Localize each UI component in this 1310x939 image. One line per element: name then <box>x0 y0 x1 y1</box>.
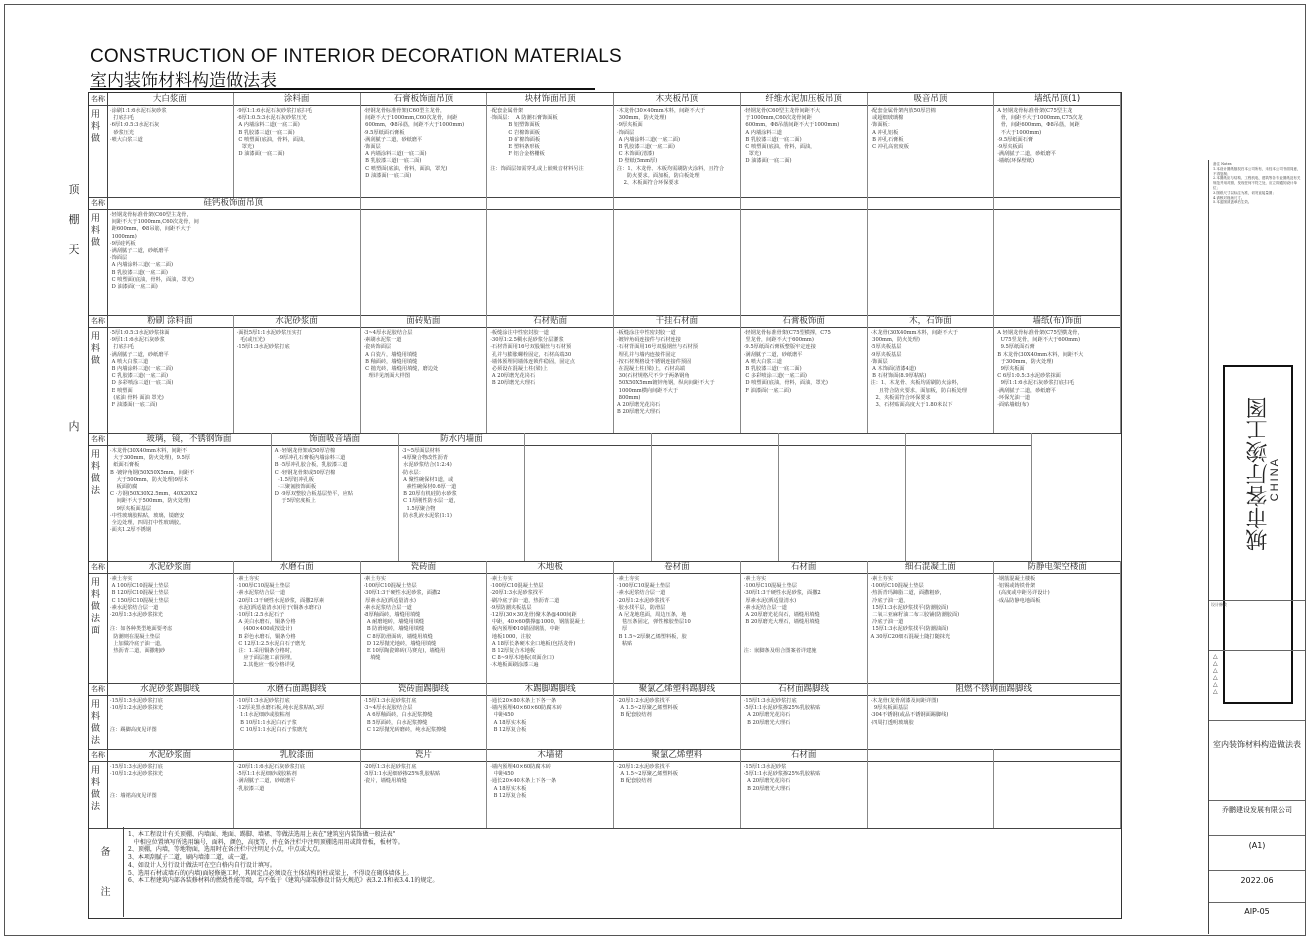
material-cell <box>868 561 995 683</box>
row-label-column <box>89 315 108 433</box>
material-spec: A 轻钢龙骨标准骨架(C75型主龙 骨，间距不大于1000mm,C75次龙 骨，间距600mm，Φ8吊筋，间距 不大于1000mm) ·9.5厚纸面石膏 ·9厚夹板面 ·满刮腻子二道，砂纸磨平 ·墙纸(环保壁纸) <box>997 108 1083 165</box>
material-name: 木地板 <box>487 561 613 574</box>
material-name: 硅钙板饰面吊顶 <box>107 197 360 210</box>
material-name: 木夹板吊顶 <box>614 93 740 106</box>
name-header: 名称 <box>89 433 107 446</box>
material-spec: ·配套金属骨架内放50厚岩棉 或超细玻璃棉 ·饰面板： A 冲孔铝板 B 冲孔石膏板 C 冲孔高密度板 <box>870 108 936 151</box>
material-cell <box>525 433 652 561</box>
row-label: 用料做法 <box>91 450 101 496</box>
material-spec: ·轻钢龙骨标准骨架(C75型横撑，C75 竖龙骨，间距不大于600mm) ·9.5厚纸面石膏板整版牢定连接 ·满刮腻子二道，砂纸磨平 A 喷大白浆三道 B 乳胶漆三道(一底二面) C 多彩喷涂三道(一底二面) D 喷塑面(底油，骨料，面油，罩光) F 油漆面(一底二面) <box>743 330 831 394</box>
material-spec: ·5厚1:0.5:3水泥砂浆抹面 ·9厚1:1:6水泥石灰砂浆 打底扫毛 ·满刮腻子二道，砂纸磨平 A 喷大白浆三道 B 内墙涂料三道(一底二面) C 乳胶漆三道(一底二面) D 多彩喷涂三道(一底二面) E 喷塑面 (底油 骨料 面油 罩光) F 油漆面(一底二面) <box>110 330 174 409</box>
drawing-date: 2022.06 <box>1240 876 1274 885</box>
side-label-wall: 内 <box>68 420 80 433</box>
row-label: 用料做法面 <box>91 578 101 636</box>
material-spec <box>868 762 994 766</box>
table-section <box>89 749 1121 829</box>
material-cell <box>614 683 741 749</box>
material-name: 石材面 <box>741 749 867 762</box>
drawing-title-row <box>1209 720 1305 761</box>
material-spec <box>525 446 651 450</box>
material-spec: ·10厚1:3水泥砂浆打底 ·12厚美黑水磨石板,纯水泥浆粘贴,3厚 1:1水泥细砂或胶粘剂 B 10厚1:1水泥白石子浆 C 10厚1:1水泥白石子浆磨光 <box>236 698 325 733</box>
material-cell <box>361 197 488 315</box>
material-name <box>994 749 1120 762</box>
material-cell <box>107 683 234 749</box>
name-header: 名称 <box>89 197 107 210</box>
material-spec <box>614 210 740 214</box>
row-label: 用料做 <box>91 214 101 248</box>
material-name <box>525 433 651 446</box>
material-name <box>868 197 994 210</box>
material-name: 阻燃不锈钢面踢脚线 <box>868 683 1121 696</box>
materials-table <box>88 92 1122 919</box>
material-name <box>487 197 613 210</box>
material-cell <box>234 749 361 828</box>
material-name: 吸音吊顶 <box>868 93 994 106</box>
material-name: 木墙裙 <box>487 749 613 762</box>
material-name: 聚氯乙烯塑料踢脚线 <box>614 683 740 696</box>
material-spec: ·木龙骨(30X40mm木料，间距不大于 300mm，防火处理) ·5厚夹板基层 ·9厚夹板基层 ·饰面层 A 木饰面(清漆4道) B 石材饰面(8.9厚粘贴) 注：1、木龙骨、夹板均需刷防火涂料， 且符合防火要求，面加板，防白板处理 2、夹板需符合环保要求 3、石材贴面高度大于1.80米以下 <box>870 330 967 409</box>
material-name: 水磨石面 <box>234 561 360 574</box>
material-cell <box>361 683 488 749</box>
material-spec: ·配套金属骨架 ·饰面层： A 防潮石膏饰面板 B 铝塑饰面板 C 岩棉饰面板 D 矿棉饰面板 E 塑料条形板 F 铝合金格栅板 注：饰面层如需穿孔或上嵌吸音材料另注 <box>490 108 584 172</box>
notes-label: 备 注 <box>88 827 124 917</box>
material-name <box>741 197 867 210</box>
material-cell <box>741 93 868 197</box>
material-spec: ·轻钢龙骨标准骨架(C60型主龙骨， 间距不大于1000mm,C60次龙骨，间距 600mm，Φ8吊筋，间距不大于1000mm) ·9.5厚纸面石膏板 ·满刮腻子二道，砂纸磨平 ·饰面层 A 内墙涂料三道(一底二面) B 乳胶漆三道(一底二面) C 喷塑面(底油，骨料，面油，罩光) D 油漆面(一底二面) <box>363 108 465 179</box>
material-name <box>994 197 1120 210</box>
row-label-column <box>89 433 108 561</box>
material-cell <box>487 749 614 828</box>
material-cell <box>994 561 1121 683</box>
material-name: 木，石饰面 <box>868 315 994 328</box>
name-header: 名称 <box>89 683 107 696</box>
material-cell <box>361 93 488 197</box>
material-spec: ·20厚1:1:6水泥石灰砂浆打底 ·5厚1:1水泥细砂或胶粘剂 ·满刮腻子二道，砂纸磨平 ·乳胶漆三道 <box>236 764 306 792</box>
material-cell <box>994 93 1121 197</box>
material-spec: ·20厚1:3水泥砂浆打底 ·5厚1:1水泥细砂掺25%乳胶粘贴 ·瓷片，墙缝用填缝 <box>363 764 441 785</box>
row-label: 用料做法 <box>91 766 101 812</box>
material-name: 卷材面 <box>614 561 740 574</box>
material-spec: ·木龙骨(30X40mm木料，间距不 大于300mm，防火处理)，9.5厚 纸面石膏板 B ·镀锌角钢(50X50X5mm，间距不 大于500mm，防火处理)9厚木 板面防腐 C ·方钢(50X30X2.5mm，40X20X2 间距不大于500mm，防火处理) 9厚夹板面基层 ·中性玻璃胶粘贴，玻璃，镜磨安 全边处理，四周打中性玻璃胶。 ·面夹1.2厚不锈钢 <box>110 448 198 534</box>
material-cell <box>487 683 614 749</box>
material-name: 聚氯乙烯塑料 <box>614 749 740 762</box>
material-name: 瓷片 <box>361 749 487 762</box>
material-spec <box>906 446 1032 450</box>
material-spec: ·钢筋混凝土楼板 ·铝锡或铸铁骨架 (高度或中距另详设计) ·成品防静电地面板 <box>997 576 1050 604</box>
material-name: 瓷砖面 <box>361 561 487 574</box>
material-name: 干挂石材面 <box>614 315 740 328</box>
material-spec: ·板缝涂注中性密封胶一道 ·30厚1:2.5稠水泥砂浆分层灌浆 ·石材背面用16号双股铜丝与石材预 孔并与膨胀螺栓固定，石材高端30 ·墙体预埋同墙体连锁件稳固，固定点 必须设在混凝土柱(梁)上 A 20厚磨光花岗石 B 20厚磨光大理石 <box>490 330 575 387</box>
row-label: 用料做法 <box>91 700 101 746</box>
material-spec: ·木龙骨(龙骨刮漆及间距详图) 9厚夹板面基层 ·304不锈钢(或品不锈钢面踢脚线) ·四周打透明玻璃胶 <box>870 698 949 726</box>
material-spec: A ·轻钢龙骨架或50厚岩棉 ·9厚冲孔石膏板内墙涂料三道 B ·5厚冲孔胶合板，乳胶漆三道 C ·轻钢龙骨架或50厚岩棉 ·1.5厚铝冲孔板 ·三聚氰胺饰面板 D ·9厚双整胶合板基层垫平，应贴 于5厚密度板上 <box>274 448 353 505</box>
name-header: 名称 <box>89 315 107 328</box>
material-cell <box>234 93 361 197</box>
title-english: CONSTRUCTION OF INTERIOR DECORATION MATERIALS <box>90 46 622 67</box>
project-country: CHINA <box>1269 457 1281 502</box>
material-name: 石膏板饰面吊顶 <box>361 93 487 106</box>
material-cell <box>906 433 1033 561</box>
material-spec: ·通长20×80木条上下各一条 ·墙内预埋40×60×60防腐木砖 中距450 A 18厚实木板 B 12厚复合板 <box>490 698 562 733</box>
material-name: 玻璃，镜，不锈钢饰面 <box>107 433 271 446</box>
material-name: 乳胶漆面 <box>234 749 360 762</box>
material-name: 水磨石面踢脚线 <box>234 683 360 696</box>
material-spec <box>361 210 487 214</box>
material-spec: ·墙内预埋40×60防腐木砖 中距450 ·通长20×40木条上下各一条 A 18厚实木板 B 12厚复合板 <box>490 764 557 799</box>
material-cell <box>994 315 1121 433</box>
material-cell <box>994 749 1121 828</box>
material-name <box>361 197 487 210</box>
title-block <box>1208 160 1305 934</box>
material-cell <box>741 561 868 683</box>
material-cell <box>487 561 614 683</box>
material-name: 石材贴面 <box>487 315 613 328</box>
material-name: 面砖贴面 <box>361 315 487 328</box>
material-cell <box>234 683 361 749</box>
material-spec: ·素土夯实 ·100厚C10混凝土垫层 ·素水泥浆结合层一道 ·20厚1:3干硬性水泥砂浆，面撒2厚素 水泥(洒适量清水)(用于(铜条水磨石) ·10厚1:2.5水泥石子 A 美白水磨石，铜条分格 (400×400或按设计) B 彩色水磨石，铜条分格 C 12厚1:2.5水泥白石子磨光 注：1.采用铜条分格时， 应于面层施工前预埋。 2.其他应一般分格详见 <box>236 576 325 669</box>
row-label-column <box>89 749 108 828</box>
title-block-notes: 备注 Notes 1.本设计图纸版权归本公司所有，未经本公司书面同意，不得复制； 2.本图纸应与结构、工程机电、建筑等各专业图纸及有关规范并用对照，发现任何不符之处，应立即通知设计单位； 3.图纸尺寸以标注为准，切勿直接量图； 4.请核对现场尺寸。 5.本蓝图须盖章后生效。 <box>1213 162 1301 205</box>
material-spec <box>994 210 1120 214</box>
row-label-column <box>89 197 108 315</box>
material-name: 木踢脚踢脚线 <box>487 683 613 696</box>
table-section <box>89 315 1121 434</box>
row-label: 用料做 <box>91 110 101 144</box>
sheet-size: (A1) <box>1248 841 1266 850</box>
material-cell <box>361 561 488 683</box>
material-spec: ·3~4厚水泥胶结合层 ·素刷水泥浆一道 ·瓷砖饰面层 A 白瓷片，墙缝用填缝 B 釉面砖，墙缝用填缝 C 抛光砖，墙缝用填缝，磨边处 理详见剖面大样图 <box>363 330 439 380</box>
table-section <box>89 93 1121 198</box>
material-name: 纤维水泥加压板吊顶 <box>741 93 867 106</box>
notes-text: 1、本工程设计有关顶棚、内墙面、地面、踢脚、墙裙、等做法选用上表在"建筑室内装饰做一般法表" 中相应位置填写所选用编号，面料，颜色，高度等，并在备注栏中注明顶棚选用用或简骨板，板材等。 2、顶棚，内墙，等地物面，选用时在备注栏中注明足小点，中点或大点。 3、本项刮腻子二道，刷内墙漆二道，或一道。 4、如设计人另行设计做法可在空白格内自行设计填写。 5、选用石材或墙石的(内墙)面轻修施工时，其固定点必须设在主体结构的柱或梁上，不得设在砌体墙体上。 6、本工程建筑内部各装修材料的燃烧性能等级，均不低于《建筑内部装修设计防火规范》表3.2.1和表3.4.1的规定。 <box>128 831 439 885</box>
material-name: 瓷砖面踢脚线 <box>361 683 487 696</box>
material-name: 石材面踢脚线 <box>741 683 867 696</box>
material-spec: A 轻钢龙骨标准骨架(C75型横龙骨， U75竖龙骨，间距不大于600mm) 9.5厚纸面石膏 B 木龙骨(30X40mm木料，间距不大 于300mm，防火处理) 9厚夹板面 C 6厚1:0.5:3水泥砂浆抹面 9厚1:1:6水泥石灰砂浆打底扫毛 ·满刮腻子二道，砂纸磨平 ·环保光油一道 ·面贴墙纸(布) <box>997 330 1084 409</box>
material-cell <box>868 683 1122 749</box>
material-cell <box>614 93 741 197</box>
material-spec <box>741 210 867 214</box>
drawing-number-row <box>1209 902 1305 923</box>
material-cell <box>234 315 361 433</box>
revision-marks: △ △ △ △ △ △ <box>1213 653 1218 695</box>
material-name <box>906 433 1032 446</box>
material-spec <box>868 210 994 214</box>
material-cell <box>107 749 234 828</box>
revision-triangles <box>1209 650 1305 701</box>
material-name: 水泥砂浆面 <box>107 749 233 762</box>
project-name: 城市客厅竣工图 <box>1246 397 1271 551</box>
name-header: 名称 <box>89 749 107 762</box>
material-spec: ·15厚1:3水泥砂浆 ·5厚1:1水泥砂浆掺25%乳胶粘贴 A 20厚磨光花岗石 B 20厚磨光大理石 <box>743 764 821 792</box>
material-cell <box>399 433 526 561</box>
material-name: 细石混凝土面 <box>868 561 994 574</box>
material-cell <box>361 749 488 828</box>
material-name: 墙纸(布)饰面 <box>994 315 1120 328</box>
material-cell <box>741 749 868 828</box>
material-cell <box>741 683 868 749</box>
material-name: 块材饰面吊顶 <box>487 93 613 106</box>
material-cell <box>868 315 995 433</box>
material-spec: ·素土夯实 ·100厚C10混凝土垫层 ·30厚1:3干硬性水泥砂浆，面撒2 厚素水泥(洒适量清水) ·素水泥结合层一道 A 20厚磨光花岗石，墙缝用填缝 B 20厚磨光大理石，墙缝用填缝 注：嵌脚条及组合图案者详建施 <box>743 576 821 655</box>
material-cell <box>107 561 234 683</box>
material-spec: ·素土夯实 ·100厚C10混凝土垫层 ·30厚1:3干硬性水泥砂浆，面撒2 厚素水泥(洒适量清水) ·素水泥浆结合层一道 ·8厚釉面砖，墙缝用填缝 A 耐磨地砖，墙缝用填缝 B 防滑地砖，墙缝用填缝 C 8厚防滑面砖，墙缝用填缝 D 12厚抛光地砖，墙缝用填缝 E 10厚陶瓷锦砖(马赛克)，墙缝用 填缝 <box>363 576 446 662</box>
material-spec <box>779 446 905 450</box>
material-spec: ·轻钢龙骨(C60型主龙骨间距不大 于1000mm,C60次龙骨间距 600mm，Φ8吊筋间距不大于1000mm) A 内墙涂料三道 B 乳胶漆三道(一底二面) C 喷塑面(底油，骨料，面油， 罩光) D 油漆面(一底二面) <box>743 108 840 165</box>
sheet-size-row <box>1209 835 1305 856</box>
name-header: 名称 <box>89 561 107 574</box>
table-section <box>89 561 1121 684</box>
material-spec: ·素土夯实 ·100厚C10混凝土垫层 ·20厚1:3水泥砂浆找平 ·刷冷底子油一道，热沥青二道 ·9厚防潮夹板基层 ·12厚(30×30龙骨)聚木条@400间距 中距，40×60横撑@1000，钢筋混凝土 板内预埋Φ10锚固钢筋，中距 地板1000，注胶 A 18厚长条硬木企口地板(包括龙骨) B 12厚复合木地板 C 8~9厚木地板(双面企口) ·木地板面刷涂漆三遍 <box>490 576 585 669</box>
material-cell <box>652 433 779 561</box>
material-name <box>614 197 740 210</box>
material-spec <box>994 762 1120 766</box>
material-name <box>868 749 994 762</box>
material-spec: ·20厚1:2水泥砂浆找平 A 1.5~2厚聚乙烯塑料板 B 配套胶结剂 <box>617 764 678 785</box>
revision-label: 设计修改 <box>1211 602 1227 607</box>
company-name: 乔鹏建设发展有限公司 <box>1222 806 1292 814</box>
material-cell <box>234 561 361 683</box>
row-label: 用料做 <box>91 332 101 366</box>
material-name: 石膏板饰面 <box>741 315 867 328</box>
table-section <box>89 683 1121 750</box>
material-spec: ·素土夯实 ·100厚C10混凝土垫层 ·热沥青玛蹄脂二道，面撒粗砂， 冷底子油一道， 15厚1:3水泥砂浆找平(防潮胶面) 二氧三亚麻籽油二布三胶铺(防潮胶面) 冷底子油一道 15厚1:3水泥砂浆找平(防潮油面) A 30厚C20细石混凝土随打随抹光 <box>870 576 960 640</box>
material-name: 水泥砂浆面 <box>234 315 360 328</box>
material-spec: ·3~5厚面层材料 ·4厚聚合物改性沥青 水泥砂浆结合(1:2:4) ·防水层： A 聚性碗保材1道，或 素性碗保材0.6厚一道 B 20厚有机硅防水砂浆 C 1厚刚性防水层一道， 1.5厚聚合物 防水乳液水泥浆(1:1) <box>401 448 459 519</box>
material-cell <box>361 315 488 433</box>
material-cell <box>741 315 868 433</box>
material-cell <box>779 433 906 561</box>
material-cell <box>868 749 995 828</box>
row-label-column <box>89 683 108 749</box>
material-name: 石材面 <box>741 561 867 574</box>
material-cell <box>741 197 868 315</box>
company-row <box>1209 800 1305 823</box>
material-cell <box>107 433 272 561</box>
material-name: 防水内墙面 <box>399 433 525 446</box>
material-spec: ·素土夯实 ·100厚C10混凝土垫层 ·素水泥浆结合层一道 ·20厚1:2水泥砂浆找平 ·胶水找平层，防滑层 A 尼龙地毯面，周边压条，地 毯压条固定，弹性橡胶垫层10 厚 B 1.5~2厚聚乙烯塑料板，胶 粘贴 <box>617 576 691 647</box>
material-cell <box>107 93 234 197</box>
notes-section <box>88 827 1120 917</box>
side-label-ceiling: 顶 棚 天 <box>68 183 80 256</box>
material-cell <box>614 749 741 828</box>
material-cell <box>614 561 741 683</box>
material-cell <box>487 197 614 315</box>
drawing-number: AIP-05 <box>1244 907 1270 916</box>
material-cell <box>272 433 399 561</box>
row-label-column <box>89 93 108 197</box>
material-cell <box>614 197 741 315</box>
material-name: 墙纸吊顶(1) <box>994 93 1120 106</box>
material-name: 防静电架空楼面 <box>994 561 1120 574</box>
material-spec: ·涂刷1:1:6水泥石灰砂浆 打底扫毛 ·6厚1:0.5:3水泥石灰 砂浆压光 ·喷大白浆三道 <box>110 108 167 143</box>
material-spec: ·素土夯实 A 100厚C10混凝土垫层 B 120厚C10混凝土垫层 C 150厚C10混凝土垫层 ·素水泥浆结合层一道 ·20厚1:3水泥砂浆抹光 注：如各种类型地面要考虑 防潮则在混凝土垫层 上加做冷底子油一道， 热沥青二道，面撒粗砂 <box>110 576 173 655</box>
table-section <box>89 433 1121 562</box>
material-cell <box>994 197 1121 315</box>
material-cell <box>868 93 995 197</box>
material-name: 水泥砂浆踢脚线 <box>107 683 233 696</box>
material-spec: ·20厚1:2水泥砂浆找平 A 1.5~2厚聚乙烯塑料板 B 配套胶结剂 <box>617 698 678 719</box>
material-spec: ·木龙骨(30×40mm木料，间距不大于 300mm，防火处理) ·9厚夹板面 ·饰面层 A 内墙涂料三道(一底二面) B 乳胶漆三道(一底二面) C 木饰面(清漆) D 壁纸(5mm厚) 注：1、木龙骨、木板均需刷防火涂料，且符合 防火要求。面加板，防白板处理 2、木板面符合环保要求 <box>617 108 725 187</box>
material-spec <box>487 210 613 214</box>
table-section <box>89 197 1121 316</box>
material-cell <box>107 197 361 315</box>
material-spec: ·9厚1:1:6水泥石灰砂浆打底扫毛 ·6厚1:0.5:3水泥石灰砂浆压光 A 内墙涂料二道(一底二面) B 乳胶漆三道(一底二面) C 喷塑面(底油，骨料，面油， 罩光) D 油漆面(一底二面) <box>236 108 313 158</box>
material-spec: ·15厚1:3水泥砂浆打底 ·10厚1:2水泥砂浆抹光 注：墙裙高度见详图 <box>110 764 163 799</box>
material-spec: ·15厚1:3水泥砂浆打底 ·10厚1:2水泥砂浆抹光 注：踢脚高度见详图 <box>110 698 163 733</box>
row-label-column <box>89 561 108 683</box>
material-spec: ·轻钢龙骨标准骨架(C60型主龙骨， 间距不大于1000mm,C60次龙骨，间 距600mm，Φ8吊筋，间距不大于 1000mm) ·9厚硅钙板 ·满刮腻子二道，砂纸磨平 ·饰面层 A 内墙涂料三道(一底二面) B 乳胶漆三道(一底二面) C 喷塑面(底油，骨料，面油，罩光) D 油漆面(一底二面) <box>110 212 199 291</box>
material-cell <box>868 197 995 315</box>
material-spec: ·15厚1:3水泥砂浆打底 ·3~4厚水泥胶结合层 A 6厚釉面砖，白水泥浆擦缝 B 5厚面砖，白水泥浆擦缝 C 12厚抛光砖磨砖，纯水泥浆擦缝 <box>363 698 447 733</box>
material-spec: ·板缝涂注中性密封胶一道 ·镀锌角码连接件与石材连接 ·石材背面用16号双股钢丝与石材预 埋孔并与墙内连接件固定 ·按石材规格设不锈钢连接件预固 在混凝土柱(梁)上，石材高端 30(石材规格尺不少于两条钢角 50X50X5mm镀锌角钢，纵向间距不大于 1000mm横向间距不大于 800mm) A 20厚磨光花岗石 B 20厚磨光大理石 <box>617 330 715 416</box>
material-cell <box>487 93 614 197</box>
material-name: 大白浆面 <box>107 93 233 106</box>
material-cell <box>107 315 234 433</box>
material-spec: ·15厚1:3水泥砂浆打底 ·5厚1:1水泥砂浆掺25%乳胶粘贴 A 20厚磨光花岗石 B 20厚磨光大理石 <box>743 698 821 726</box>
material-name <box>779 433 905 446</box>
revision-row <box>1209 600 1305 613</box>
material-name: 水泥砂浆面 <box>107 561 233 574</box>
material-cell <box>487 315 614 433</box>
material-cell <box>614 315 741 433</box>
material-name <box>652 433 778 446</box>
material-name: 涂料面 <box>234 93 360 106</box>
title-chinese: 室内装饰材料构造做法表 <box>90 66 277 91</box>
material-name: 饰面吸音墙面 <box>272 433 398 446</box>
material-name: 粉刷 涂料面 <box>107 315 233 328</box>
material-spec: ·面批5厚1:1水泥砂浆压实打 毛(或压光) ·15厚1:3水泥砂浆打底 <box>236 330 302 351</box>
material-spec <box>652 446 778 450</box>
drawing-title: 室内装饰材料构造做法表 <box>1213 740 1301 749</box>
name-header: 名称 <box>89 93 107 106</box>
date-row <box>1209 870 1305 891</box>
